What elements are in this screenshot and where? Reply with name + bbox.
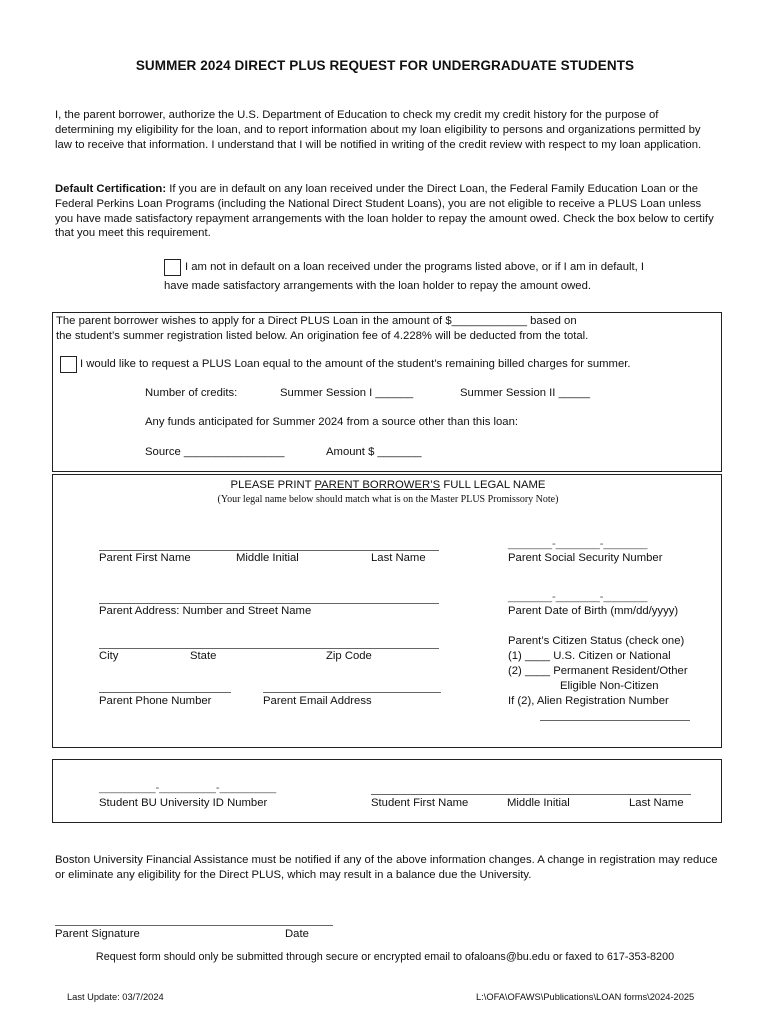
alien-registration-line[interactable] (540, 720, 690, 721)
student-middle-initial-label: Middle Initial (507, 797, 570, 809)
submission-note: Request form should only be submitted through secure or encrypted email to ofaloans@bu.edu or faxed to 617-353-8200 (95, 951, 675, 963)
last-update: Last Update: 03/7/2024 (67, 992, 164, 1002)
change-notice: Boston University Financial Assistance must be notified if any of the above information changes. A change in registration may reduce or eliminate any eligibility for the Direct PLUS, which may result in a balance due the University. (55, 854, 718, 881)
summer-session-2-field[interactable]: Summer Session II _____ (460, 387, 590, 399)
parent-name-subheading: (Your legal name below should match what is on the Master PLUS Promissory Note) (217, 494, 559, 505)
amount-field[interactable]: Amount $ _______ (326, 446, 422, 458)
student-id-label: Student BU University ID Number (99, 797, 268, 809)
not-in-default-checkbox[interactable] (164, 259, 181, 276)
parent-city-line[interactable] (99, 648, 439, 649)
summer-session-1-field[interactable]: Summer Session I ______ (280, 387, 414, 399)
student-last-name-label: Last Name (629, 797, 684, 809)
parent-dob-field[interactable]: _______-_______-_______ (508, 591, 648, 603)
state-label: State (190, 650, 217, 662)
origination-fee-line: the student’s summer registration listed below. An origination fee of 4.228% will be deducted from the total. (56, 330, 589, 342)
credits-label: Number of credits: (145, 387, 238, 399)
not-in-default-label-line2: have made satisfactory arrangements with the loan holder to repay the amount owed. (164, 280, 592, 292)
citizen-option-1[interactable]: (1) ____ U.S. Citizen or National (508, 650, 671, 662)
student-name-line[interactable] (371, 794, 691, 795)
zip-label: Zip Code (326, 650, 372, 662)
default-certification-paragraph (55, 182, 720, 241)
parent-name-heading: PLEASE PRINT PARENT BORROWER’S FULL LEGAL NAME (230, 479, 546, 491)
remaining-charges-label: I would like to request a PLUS Loan equal to the amount of the student’s remaining billed charges for summer. (80, 358, 631, 370)
parent-dob-label: Parent Date of Birth (mm/dd/yyyy) (508, 605, 679, 617)
parent-ssn-label: Parent Social Security Number (508, 552, 663, 564)
city-label: City (99, 650, 119, 662)
other-funds-question: Any funds anticipated for Summer 2024 from a source other than this loan: (145, 416, 519, 428)
parent-middle-initial-label: Middle Initial (236, 552, 299, 564)
alien-registration-label: If (2), Alien Registration Number (508, 695, 669, 707)
parent-email-line[interactable] (263, 692, 441, 693)
default-certification-text: If you are in default on any loan received under the Direct Loan, the Federal Family Education Loan or the Federal Perkins Loan Programs (including the National Direct Student Loans), you are not eligible to receive a PLUS Loan unless you have made satisfactory repayment arrangements with the loan holder to repay the amount owed. Check the box below to certify that you meet this requirement. (55, 183, 714, 240)
citizen-status-heading: Parent’s Citizen Status (check one) (508, 635, 685, 647)
remaining-charges-checkbox[interactable] (60, 356, 77, 373)
page-title: SUMMER 2024 DIRECT PLUS REQUEST FOR UNDERGRADUATE STUDENTS (135, 58, 635, 73)
source-field[interactable]: Source ________________ (145, 446, 285, 458)
authorization-paragraph: I, the parent borrower, authorize the U.S. Department of Education to check my credit my credit history for the purpose of determining my eligibility for the loan, and to report information about my loan eligibility to persons and organizations permitted by law to receive that information. I understand that I will be notified in writing of the credit review with respect to my loan application. (55, 109, 702, 151)
citizen-option-2[interactable]: (2) ____ Permanent Resident/Other (508, 665, 688, 677)
parent-phone-line[interactable] (99, 692, 231, 693)
citizen-option-2-continued: Eligible Non-Citizen (560, 680, 659, 692)
parent-address-label: Parent Address: Number and Street Name (99, 605, 312, 617)
parent-first-name-label: Parent First Name (99, 552, 191, 564)
signature-line[interactable] (55, 925, 333, 926)
parent-address-line[interactable] (99, 603, 439, 604)
loan-amount-line: The parent borrower wishes to apply for a Direct PLUS Loan in the amount of $____________ based on (56, 315, 577, 327)
default-certification-label: Default Certification: (55, 183, 167, 195)
file-path: L:\OFA\OFAWS\Publications\LOAN forms\2024-2025 (476, 992, 695, 1002)
parent-last-name-label: Last Name (371, 552, 426, 564)
parent-phone-label: Parent Phone Number (99, 695, 212, 707)
parent-signature-label: Parent Signature (55, 928, 140, 940)
student-first-name-label: Student First Name (371, 797, 469, 809)
parent-name-line[interactable] (99, 550, 439, 551)
parent-email-label: Parent Email Address (263, 695, 372, 707)
date-label: Date (285, 928, 309, 940)
parent-ssn-field[interactable]: _______-_______-_______ (508, 538, 648, 550)
student-id-field[interactable]: _________-_________-_________ (99, 782, 277, 794)
not-in-default-label-line1: I am not in default on a loan received under the programs listed above, or if I am in default, I (185, 261, 645, 273)
